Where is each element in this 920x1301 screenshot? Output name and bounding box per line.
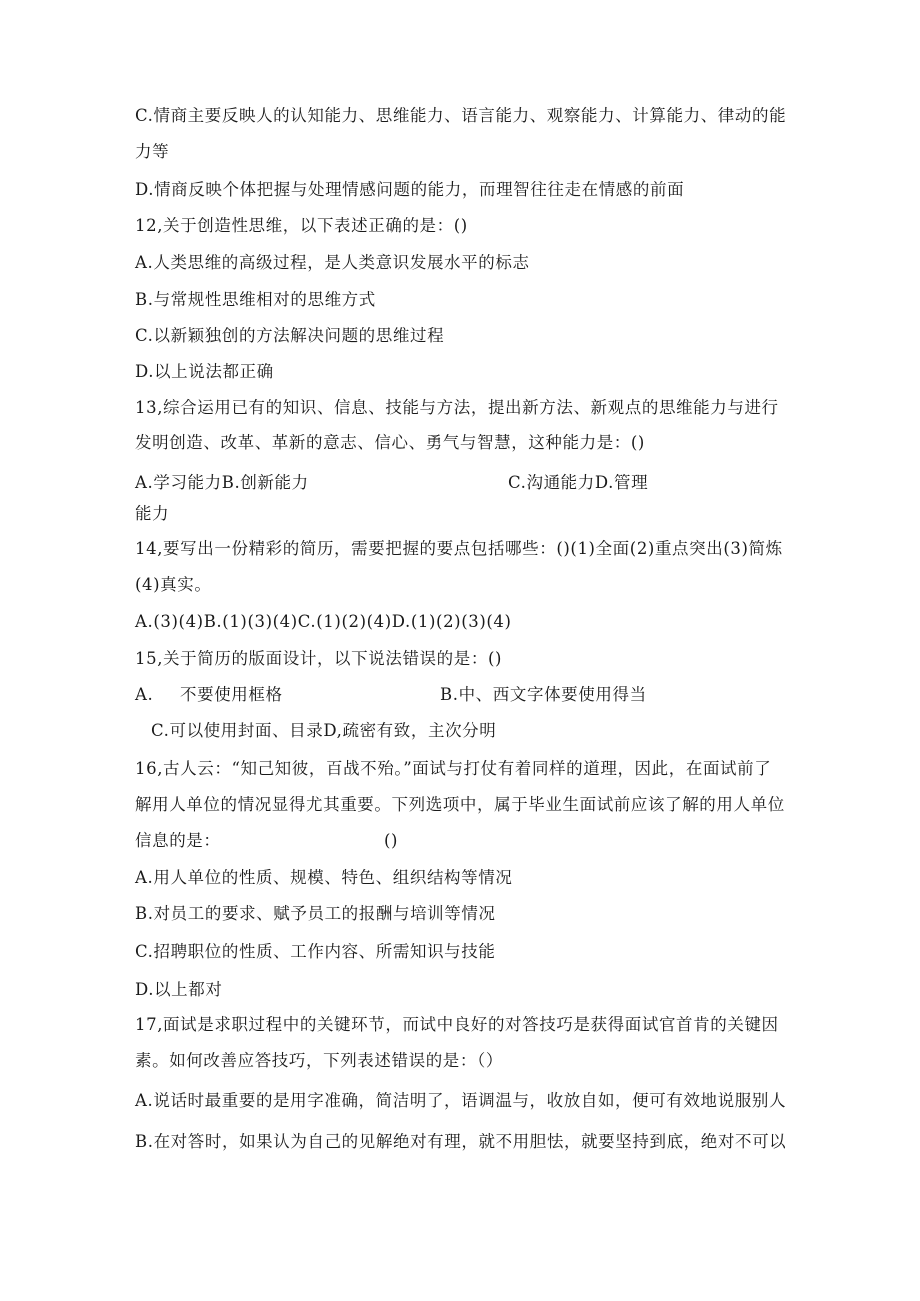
text-line: D.情商反映个体把握与处理情感问题的能力，而理智往往走在情感的前面 (135, 180, 685, 199)
text-line: C.情商主要反映人的认知能力、思维能力、语言能力、观察能力、计算能力、律动的能 (135, 106, 787, 125)
question-16: 16,古人云：“知己知彼，百战不殆。”面试与打仗有着同样的道理，因此，在面试前了 (135, 759, 772, 778)
option-c: C.以新颖独创的方法解决问题的思维过程 (135, 326, 445, 345)
options-cd: C.可以使用封面、目录D,疏密有致，主次分明 (151, 721, 497, 740)
options-ab: A.学习能力B.创新能力 (135, 473, 309, 492)
question-14: 14,要写出一份精彩的简历，需要把握的要点包括哪些：()(1)全面(2)重点突出(3)简炼 (135, 539, 783, 558)
option-b: B.对员工的要求、赋予员工的报酬与培训等情况 (135, 904, 496, 923)
answer-blank: () (384, 831, 399, 850)
question-16-cont: 信息的是： (135, 831, 221, 850)
option-b: B.与常规性思维相对的思维方式 (135, 290, 376, 309)
text-line: 力等 (135, 142, 170, 161)
option-d: D.以上说法都正确 (135, 362, 274, 381)
question-14-cont: (4)真实。 (135, 575, 212, 594)
question-15: 15,关于简历的版面设计，以下说法错误的是：() (135, 649, 503, 668)
option-a-label: A. (135, 685, 154, 704)
question-17: 17,面试是求职过程中的关键环节，而试中良好的对答技巧是获得面试官首肯的关键因 (135, 1015, 779, 1034)
option-b: B.在对答时，如果认为自己的见解绝对有理，就不用胆怯，就要坚持到底，绝对不可以 (135, 1132, 787, 1151)
option-a-text: 不要使用框格 (180, 685, 283, 704)
option-a: A.用人单位的性质、规模、特色、组织结构等情况 (135, 868, 513, 887)
question-16-cont: 解用人单位的情况显得尤其重要。下列选项中，属于毕业生面试前应该了解的用人单位 (135, 795, 785, 814)
question-13: 13,综合运用已有的知识、信息、技能与方法，提出新方法、新观点的思维能力与进行 (135, 398, 779, 417)
options-cd-cont: 能力 (135, 504, 170, 523)
option-c: C.招聘职位的性质、工作内容、所需知识与技能 (135, 942, 496, 961)
option-a: A.人类思维的高级过程，是人类意识发展水平的标志 (135, 253, 530, 272)
question-12: 12,关于创造性思维，以下表述正确的是：() (135, 216, 468, 235)
option-a: A.说话时最重要的是用字准确，简洁明了，语调温与，收放自如，便可有效地说服别人 (135, 1091, 787, 1110)
option-d: D.以上都对 (135, 980, 223, 999)
question-17-cont: 素。如何改善应答技巧，下列表述错误的是：（） (135, 1051, 503, 1070)
options-14: A.(3)(4)B.(1)(3)(4)C.(1)(2)(4)D.(1)(2)(3)(4) (135, 612, 512, 631)
option-b: B.中、西文字体要使用得当 (440, 685, 647, 704)
question-13-cont: 发明创造、改革、革新的意志、信心、勇气与智慧，这种能力是：() (135, 433, 645, 452)
options-cd: C.沟通能力D.管理 (508, 473, 649, 492)
